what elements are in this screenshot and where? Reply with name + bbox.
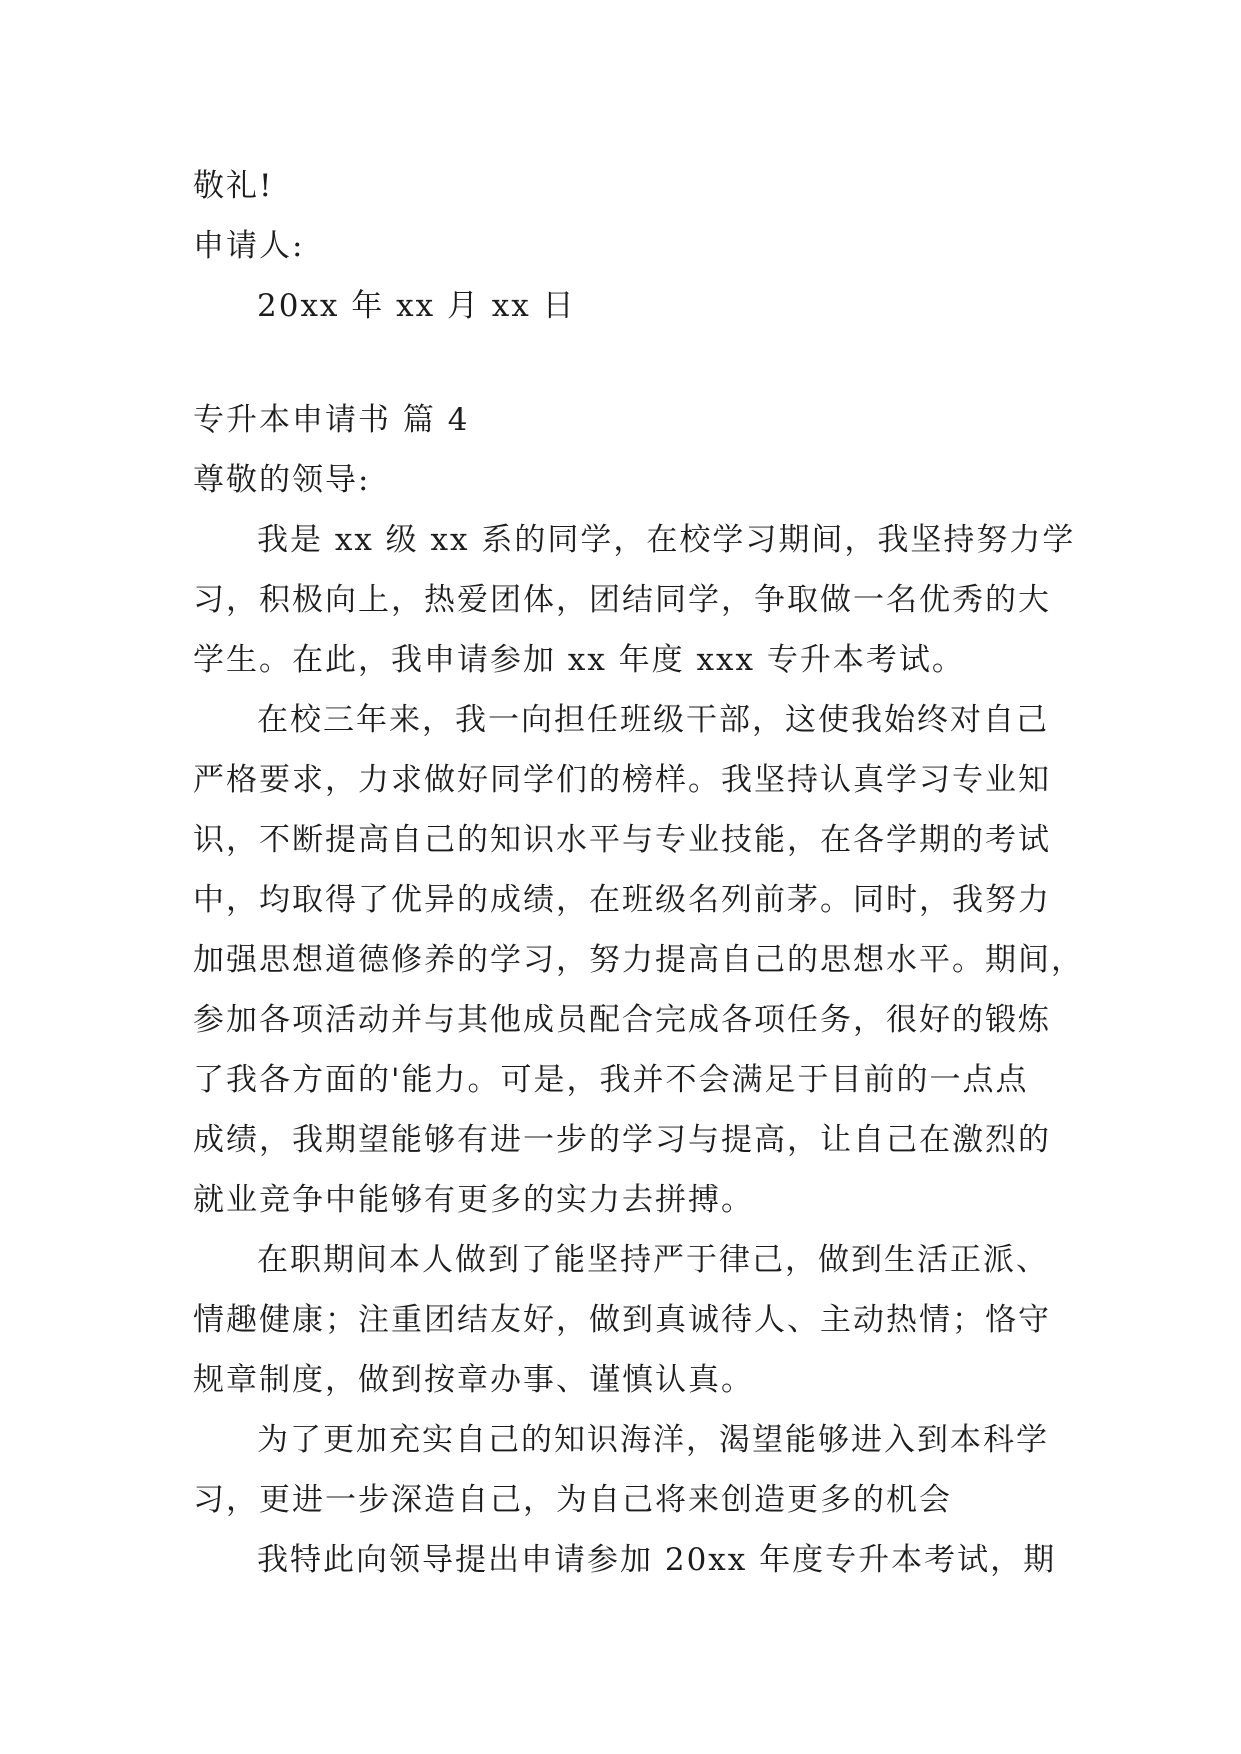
body-line: 参加各项活动并与其他成员配合完成各项任务，很好的锻炼 xyxy=(193,1002,1051,1038)
section-title: 专升本申请书 篇 4 xyxy=(193,402,470,438)
body-line: 严格要求，力求做好同学们的榜样。我坚持认真学习专业知 xyxy=(193,762,1051,798)
body-line: 在校三年来，我一向担任班级干部，这使我始终对自己 xyxy=(257,702,1049,738)
body-line: 情趣健康；注重团结友好，做到真诚待人、主动热情；恪守 xyxy=(193,1302,1051,1338)
body-line: 为了更加充实自己的知识海洋，渴望能够进入到本科学 xyxy=(257,1422,1049,1458)
body-line: 习，更进一步深造自己，为自己将来创造更多的机会 xyxy=(193,1482,952,1518)
body-line: 我特此向领导提出申请参加 20xx 年度专升本考试，期 xyxy=(257,1542,1057,1578)
body-line: 习，积极向上，热爱团体，团结同学，争取做一名优秀的大 xyxy=(193,582,1051,618)
body-line: 就业竞争中能够有更多的实力去拼搏。 xyxy=(193,1182,754,1218)
body-line: 在职期间本人做到了能坚持严于律己，做到生活正派、 xyxy=(257,1242,1049,1278)
date-line: 20xx 年 xx 月 xx 日 xyxy=(257,288,576,324)
body-line: 规章制度，做到按章办事、谨慎认真。 xyxy=(193,1362,754,1398)
body-line: 了我各方面的'能力。可是，我并不会满足于目前的一点点 xyxy=(193,1062,1029,1098)
body-line: 成绩，我期望能够有进一步的学习与提高，让自己在激烈的 xyxy=(193,1122,1051,1158)
body-line: 我是 xx 级 xx 系的同学，在校学习期间，我坚持努力学 xyxy=(257,522,1076,558)
applicant-label: 申请人: xyxy=(193,228,305,264)
salutation: 尊敬的领导: xyxy=(193,462,371,498)
body-line: 识，不断提高自己的知识水平与专业技能，在各学期的考试 xyxy=(193,822,1051,858)
closing-line: 敬礼! xyxy=(193,168,274,204)
body-line: 加强思想道德修养的学习，努力提高自己的思想水平。期间， xyxy=(193,942,1084,978)
body-line: 学生。在此，我申请参加 xx 年度 xxx 专升本考试。 xyxy=(193,642,965,678)
body-line: 中，均取得了优异的成绩，在班级名列前茅。同时，我努力 xyxy=(193,882,1051,918)
